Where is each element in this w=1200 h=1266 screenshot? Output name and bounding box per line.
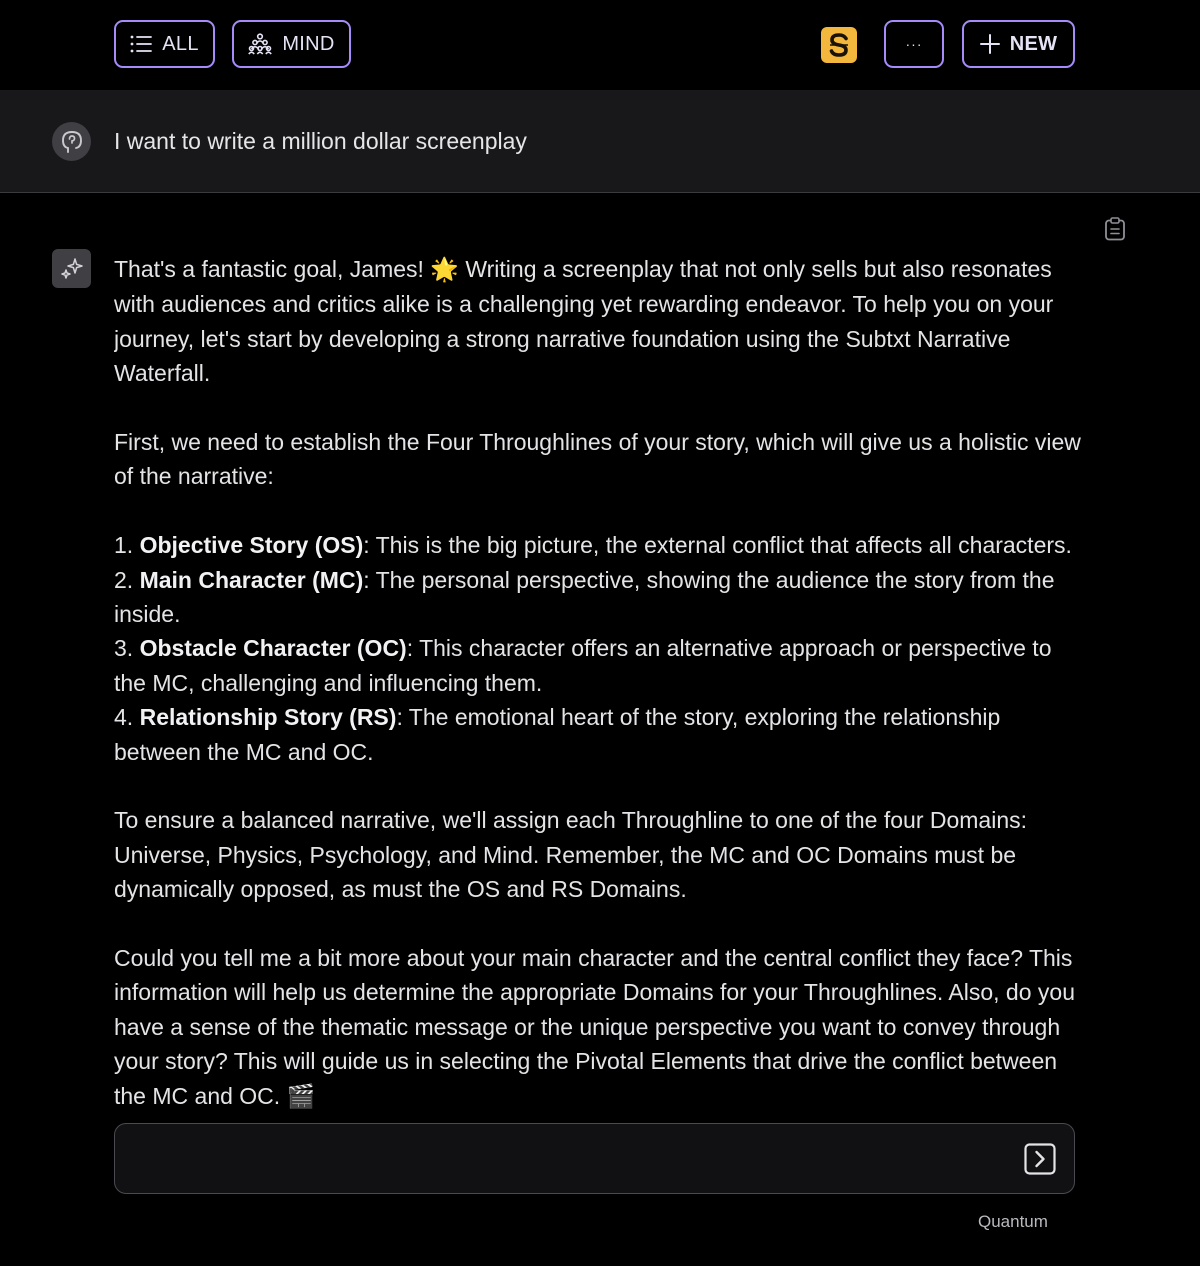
sparkles-icon [59,256,85,282]
message-composer [114,1123,1075,1194]
mind-button[interactable] [232,20,351,68]
ellipsis-icon: ··· [905,36,923,52]
new-button-label: NEW [1009,32,1058,55]
response-paragraph-intro: That's a fantastic goal, James! 🌟 Writing a screenplay that not only sells but also resonates with audiences and critics alike is a challenging yet rewarding endeavor. To help you on your journey, let's start by developing a strong narrative foundation using the Subtxt Narrative Waterfall. [114,256,1054,387]
message-input[interactable] [135,1142,1019,1178]
mind-button-label: MIND [282,32,335,55]
assistant-avatar [52,249,91,288]
new-button[interactable] [962,20,1075,68]
all-button[interactable] [114,20,215,68]
throughline-list-item: 4. Relationship Story (RS): The emotional heart of the story, exploring the relationship between the MC and OC. [114,704,1001,765]
more-options-button[interactable] [884,20,944,68]
response-paragraph-question: Could you tell me a bit more about your main character and the central conflict they face? This information will help us determine the appropriate Domains for your Throughlines. Also, do you have a sense of the thematic message or the unique perspective you want to convey through your story? This will guide us in selecting the Pivotal Elements that drive the conflict between the MC and OC. 🎬 [114,945,1075,1109]
user-avatar [52,122,91,161]
people-group-icon [248,33,272,55]
throughline-list-item: 1. Objective Story (OS): This is the big picture, the external conflict that affects all characters. [114,532,1072,559]
send-arrow-icon [1024,1143,1056,1175]
clipboard-icon [1104,217,1126,241]
star-emoji-icon: 🌟 [430,257,459,283]
question-bubble-icon [61,130,83,154]
user-message [0,90,1200,193]
assistant-response [114,252,1089,1124]
throughline-list-item: 2. Main Character (MC): The personal perspective, showing the audience the story from the inside. [114,566,1055,628]
top-toolbar [0,0,1200,90]
model-label[interactable]: Quantum [978,1212,1048,1231]
send-button[interactable] [1024,1143,1056,1175]
throughline-list-item: 3. Obstacle Character (OC): This character offers an alternative approach or perspective to the MC, challenging and influencing them. [114,635,1052,696]
subtxt-logo[interactable] [821,27,857,63]
list-icon [130,34,152,54]
response-paragraph-throughlines: First, we need to establish the Four Throughlines of your story, which will give us a holistic view of the narrative: [114,429,1081,490]
plus-icon [980,34,1000,54]
response-paragraph-domains: To ensure a balanced narrative, we'll assign each Throughline to one of the four Domains: Universe, Physics, Psychology, and Mind. Remember, the MC and OC Domains must be dynamically opposed, as must the OS and RS Domains. [114,807,1028,903]
subtxt-s-icon [824,30,854,60]
copy-response-button[interactable] [1104,217,1126,241]
user-prompt-text: I want to write a million dollar screenplay [114,128,527,154]
all-button-label: ALL [162,32,199,55]
